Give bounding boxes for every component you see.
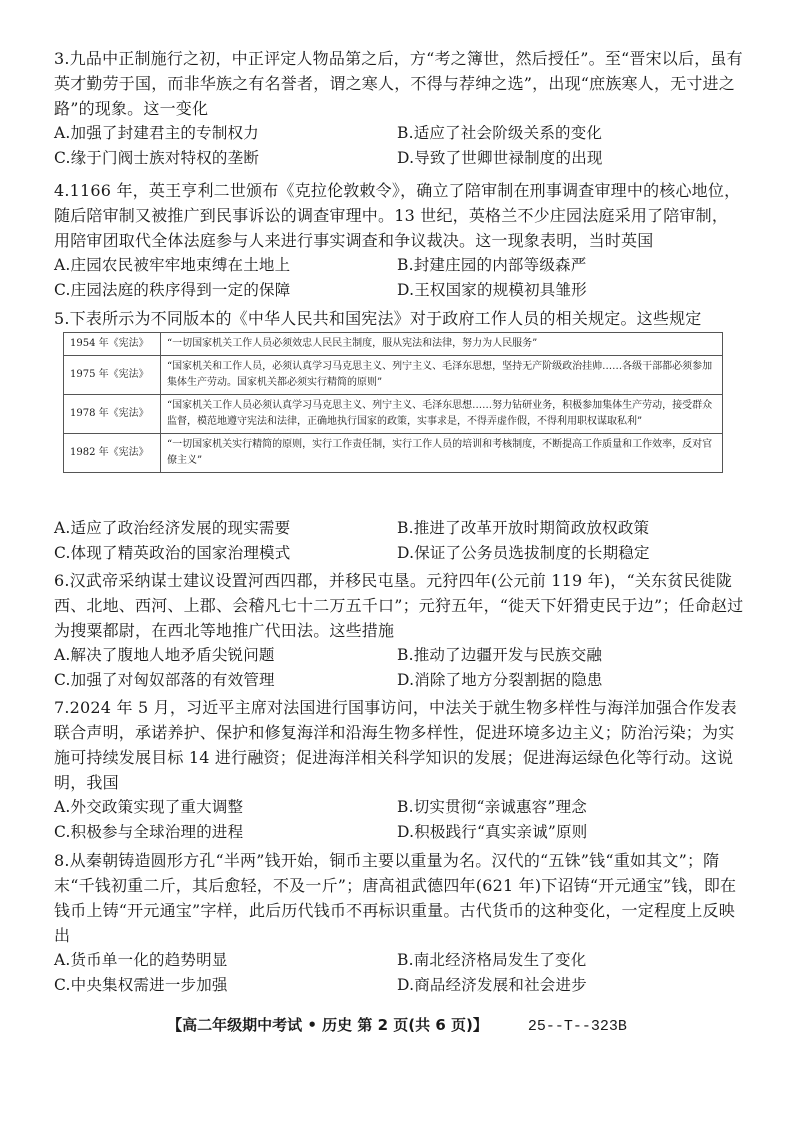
- question-7: [54, 695, 744, 845]
- table-text-cell: “一切国家机关实行精简的原则，实行工作责任制，实行工作人员的培训和考核制度，不断提高工作质量和工作效率，反对官僚主义”: [161, 434, 723, 473]
- question-3: [54, 46, 744, 171]
- option-d: D.消除了地方分裂割据的隐患: [397, 671, 603, 689]
- option-b: B.切实贯彻“亲诚惠容”理念: [397, 798, 587, 816]
- option-a: A.解决了腹地人地矛盾尖锐问题: [54, 646, 275, 664]
- option-b: B.适应了社会阶级关系的变化: [397, 124, 603, 142]
- options-grid: [54, 643, 744, 693]
- option-a: A.庄园农民被牢牢地束缚在土地上: [54, 256, 291, 274]
- question-stem: 3.九品中正制施行之初，中正评定人物品第之后，方“考之簿世，然后授任”。至“晋宋以后，虽有英才勤劳于国，而非华族之有名誉者，谓之寒人，不得与荐绅之选”，出现“庶族寒人，无寸进之路”的现象。这一变化: [54, 49, 743, 118]
- footer-label: 【高二年级期中考试 • 历史 第 2 页(共 6 页)】: [167, 1016, 488, 1034]
- table-year-cell: 1954 年《宪法》: [64, 333, 161, 356]
- table-year-cell: 1982 年《宪法》: [64, 434, 161, 473]
- options-grid: [54, 253, 744, 303]
- table-text-cell: “国家机关工作人员必须认真学习马克思主义、列宁主义、毛泽东思想……努力钻研业务，积极参加集体生产劳动，接受群众监督，模范地遵守宪法和法律，正确地执行国家的政策，实事求是，不得弄虚作假，不得利用职权谋取私利”: [161, 395, 723, 434]
- options-grid: [54, 516, 744, 566]
- question-stem: 7.2024 年 5 月，习近平主席对法国进行国事访问，中法关于就生物多样性与海洋加强合作发表联合声明，承诺养护、保护和修复海洋和沿海生物多样性，促进环境多边主义；防治污染；为实施可持续发展目标 14 进行融资；促进海洋相关科学知识的发展；促进海运绿色化等行动。这说明，我国: [54, 698, 737, 792]
- table-row: [64, 356, 723, 395]
- question-8: [54, 848, 744, 998]
- option-d: D.积极践行“真实亲诚”原则: [397, 823, 588, 841]
- option-a: A.货币单一化的趋势明显: [54, 951, 228, 969]
- page-footer: [0, 1014, 794, 1035]
- table-text-cell: “一切国家机关工作人员必须效忠人民民主制度，服从宪法和法律，努力为人民服务”: [161, 333, 723, 356]
- option-c: C.积极参与全球治理的进程: [54, 823, 244, 841]
- question-stem: 8.从秦朝铸造圆形方孔“半两”钱开始，铜币主要以重量为名。汉代的“五铢”钱“重如其文”；隋末“千钱初重二斤，其后愈轻，不及一斤”；唐高祖武德四年(621 年)下诏铸“开元通宝”钱，即在钱币上铸“开元通宝”字样，此后历代钱币不再标识重量。古代货币的这种变化，一定程度上反映出: [54, 851, 737, 945]
- option-a: A.外交政策实现了重大调整: [54, 798, 244, 816]
- option-c: C.体现了精英政治的国家治理模式: [54, 544, 291, 562]
- table-year-cell: 1978 年《宪法》: [64, 395, 161, 434]
- table-row: [64, 333, 723, 356]
- question-stem: 6.汉武帝采纳谋士建议设置河西四郡，并移民屯垦。元狩四年(公元前 119 年)，“关东贫民徙陇西、北地、西河、上郡、会稽凡七十二万五千口”；元狩五年，“徙天下奸猾吏民于边”；任命赵过为搜粟都尉，在西北等地推广代田法。这些措施: [54, 571, 744, 640]
- option-b: B.推进了改革开放时期简政放权政策: [397, 519, 650, 537]
- table-year-cell: 1975 年《宪法》: [64, 356, 161, 395]
- option-c: C.加强了对匈奴部落的有效管理: [54, 671, 275, 689]
- option-b: B.南北经济格局发生了变化: [397, 951, 587, 969]
- question-5-options: [54, 516, 744, 566]
- option-b: B.封建庄园的内部等级森严: [397, 256, 587, 274]
- option-d: D.导致了世卿世禄制度的出现: [397, 149, 603, 167]
- options-grid: [54, 948, 744, 998]
- option-d: D.商品经济发展和社会进步: [397, 976, 587, 994]
- question-6: [54, 568, 744, 693]
- option-d: D.王权国家的规模初具雏形: [397, 281, 587, 299]
- options-grid: [54, 795, 744, 845]
- paper-code: 25--T--323B: [527, 1018, 627, 1035]
- table-row: [64, 395, 723, 434]
- question-4: [54, 178, 744, 303]
- option-c: C.缘于门阀士族对特权的垄断: [54, 149, 260, 167]
- question-stem: 5.下表所示为不同版本的《中华人民共和国宪法》对于政府工作人员的相关规定。这些规定: [54, 309, 702, 328]
- question-5: [54, 306, 744, 331]
- option-b: B.推动了边疆开发与民族交融: [397, 646, 603, 664]
- question-stem: 4.1166 年，英王亨利二世颁布《克拉伦敦敕令》，确立了陪审制在刑事调查审理中的核心地位，随后陪审制又被推广到民事诉讼的调查审理中。13 世纪，英格兰不少庄园法庭采用了陪审制，用陪审团取代全体法庭参与人来进行事实调查和争议裁决。这一现象表明，当时英国: [54, 181, 741, 250]
- options-grid: [54, 121, 744, 171]
- option-c: C.庄园法庭的秩序得到一定的保障: [54, 281, 291, 299]
- option-d: D.保证了公务员选拔制度的长期稳定: [397, 544, 650, 562]
- option-c: C.中央集权需进一步加强: [54, 976, 228, 994]
- table-text-cell: “国家机关和工作人员，必须认真学习马克思主义、列宁主义、毛泽东思想，坚持无产阶级政治挂帅……各级干部都必须参加集体生产劳动。国家机关都必须实行精简的原则”: [161, 356, 723, 395]
- table-row: [64, 434, 723, 473]
- constitution-table: [63, 332, 723, 473]
- option-a: A.适应了政治经济发展的现实需要: [54, 519, 291, 537]
- option-a: A.加强了封建君主的专制权力: [54, 124, 259, 142]
